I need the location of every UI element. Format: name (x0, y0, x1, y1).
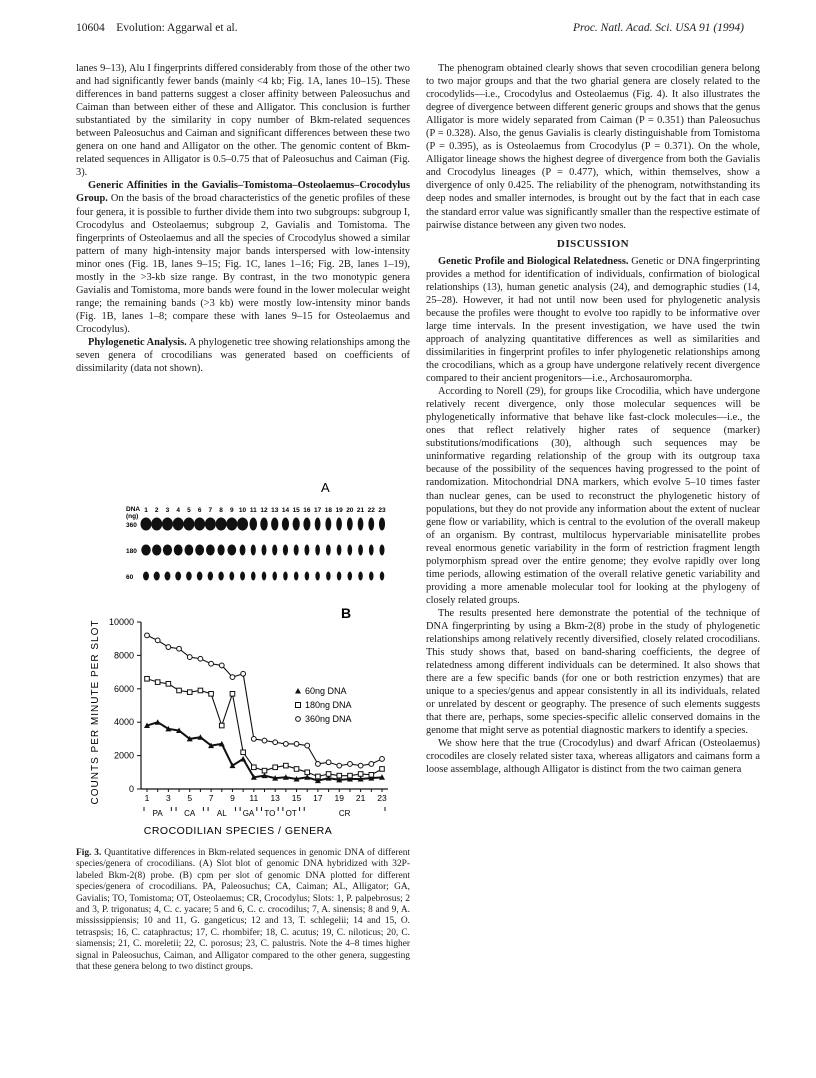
data-point-circle (283, 742, 288, 747)
blot-band (380, 545, 385, 556)
x-tick-label: 3 (165, 793, 171, 803)
blot-band (173, 518, 184, 531)
chart-legend (295, 686, 352, 724)
blot-band (197, 572, 203, 581)
slot-number: 5 (187, 507, 191, 514)
blot-band (380, 572, 385, 581)
x-tick-label: 9 (230, 793, 235, 803)
blot-band (283, 572, 288, 581)
row-label-60: 60 (126, 574, 134, 581)
data-point-square (369, 773, 374, 778)
data-point-square (166, 681, 171, 686)
blot-band (185, 545, 194, 556)
blot-band (208, 572, 213, 581)
data-point-circle (337, 763, 342, 768)
blot-band (294, 545, 299, 556)
blot-band (315, 545, 320, 556)
data-point-square (316, 774, 321, 779)
blot-band (262, 572, 267, 581)
x-axis-label: CROCODILIAN SPECIES / GENERA (143, 825, 333, 837)
data-point-circle (316, 762, 321, 767)
data-point-square (273, 765, 278, 770)
page-number: 10604 (76, 22, 105, 34)
y-tick-label: 10000 (108, 617, 134, 627)
data-point-circle (380, 757, 385, 762)
blot-band (240, 572, 245, 581)
genus-axis (144, 807, 385, 818)
data-point-circle (230, 675, 235, 680)
slot-number: 12 (260, 507, 268, 514)
data-point-square (177, 688, 182, 693)
data-point-triangle (240, 756, 246, 762)
page-header-left (76, 22, 238, 34)
x-tick-label: 15 (291, 793, 302, 803)
blot-band (337, 572, 342, 581)
blot-band (143, 572, 149, 581)
data-point-circle (251, 737, 256, 742)
blot-band (251, 545, 256, 556)
blot-band (183, 518, 194, 531)
data-point-square (219, 723, 224, 728)
left-paragraph-1: lanes 9–13), Alu I fingerprints differed considerably from those of the other two and had significantly fewer bands (mainly <4 kb; Fig. 1A, lanes 10–15). These differences in band patterns suggest a closer affinity between Paleosuchus and Caiman than between either of these and Alligator. This conclusion is further substantiated by the similarity in copy number of Bkm-related sequences between Paleosuchus and Caiman and significant differences between these two genera on one hand and Alligator on the other. The genomic content of Bkm-related sequences in Alligator is 0.5–0.75 that of Paleosuchus and Caiman (Fig. 3). (76, 63, 410, 179)
legend-label: 360ng DNA (305, 714, 352, 724)
data-point-square (209, 692, 214, 697)
row-label-360: 360 (126, 522, 137, 529)
blot-band (358, 572, 363, 581)
blot-band (326, 572, 331, 581)
panel-b-label: B (341, 605, 352, 621)
slot-number: 19 (335, 507, 343, 514)
data-point-square (294, 767, 299, 772)
genus-label: CA (184, 809, 196, 818)
data-point-square (348, 773, 353, 778)
blot-band (326, 545, 331, 556)
y-tick-label: 6000 (113, 683, 134, 694)
blot-band (262, 545, 267, 556)
figure-3-graphic (76, 472, 410, 842)
data-point-circle (358, 763, 363, 768)
data-point-square (241, 750, 246, 755)
blot-band (186, 572, 192, 581)
data-point-circle (241, 671, 246, 676)
blot-band (162, 518, 173, 531)
left-paragraph-2 (76, 179, 410, 336)
data-point-circle (305, 743, 310, 748)
blot-band (358, 518, 364, 531)
slot-number: 1 (144, 507, 148, 514)
discussion-heading: DISCUSSION (556, 237, 630, 250)
data-point-square (284, 763, 289, 768)
blot-band (251, 572, 256, 581)
blot-band (293, 518, 300, 531)
data-point-circle (155, 638, 160, 643)
data-point-square (187, 690, 192, 695)
section-title: Evolution: Aggarwal et al. (116, 22, 238, 34)
blot-band (271, 518, 278, 531)
data-point-circle (262, 738, 267, 743)
data-point-circle (348, 762, 353, 767)
journal-citation: Proc. Natl. Acad. Sci. USA 91 (1994) (573, 22, 744, 34)
slot-number: 15 (292, 507, 300, 514)
slot-number: 9 (230, 507, 234, 514)
data-point-circle (219, 663, 224, 668)
y-tick-label: 2000 (113, 750, 134, 761)
blot-band (260, 518, 267, 531)
data-point-circle (326, 760, 331, 765)
row-label-180: 180 (126, 548, 137, 555)
blot-band (347, 545, 352, 556)
slot-number: 11 (249, 507, 257, 514)
blot-band (205, 518, 216, 531)
slot-number: 8 (219, 507, 223, 514)
data-point-square (230, 692, 235, 697)
slot-number: 20 (346, 507, 354, 514)
slot-number: 21 (356, 507, 365, 514)
genus-label: AL (216, 809, 227, 818)
data-point-circle (166, 645, 171, 650)
panel-a-label: A (321, 480, 330, 495)
blot-band (305, 572, 310, 581)
x-tick-label: 7 (208, 793, 214, 803)
data-point-circle (198, 656, 203, 661)
blot-band (240, 545, 246, 556)
slot-number: 13 (271, 507, 279, 514)
legend-marker-square (296, 703, 301, 708)
data-point-circle (177, 646, 182, 651)
blot-band (227, 545, 236, 556)
slot-number: 3 (165, 507, 170, 514)
figure-3 (76, 472, 410, 842)
dna-label: DNA (126, 506, 141, 513)
slot-number: 4 (176, 507, 180, 514)
y-tick-label: 0 (128, 784, 134, 794)
caption-text: Quantitative differences in Bkm-related sequences in genomic DNA of different species/genera of crocodilians. (A) Slot blot of genomic DNA hybridized with 32P-labeled Bkm-2(8) probe. (B) cpm per slot of genomic DNA plotted for different species/genera of crocodilians. PA, Paleosuchus; CA, Caiman; AL, Alligator; GA, Gavialis; TO, Tomistoma; OT, Osteolaemus; CR, Crocodylus; Slots: 1, P. palpebrosus; 2 and 3, P. trigonatus; 4, C. c. yacare; 5 and 6, C. c. crocodilus; 7, A. sinensis; 8 and 9, A. mississippiensis; 10 and 11, G. gangeticus; 12 and 13, T. schlegelii; 14 and 15, O. tetraspsis; 16, C. cataphractus; 17, C. rhombifer; 18, C. acutus; 19, C. niloticus; 20, C. siamensis; 21, C. moreletii; 22, C. porosus; 23, C. palustris. Note the 4–8 times higher signal in Paleosuchus, Caiman, and Alligator compared to the other genera, suggesting that these genera belong to two distinct groups. (76, 848, 410, 973)
slot-number: 17 (314, 507, 322, 514)
genus-label: TO (264, 809, 276, 818)
blot-band (358, 545, 363, 556)
genus-label: PA (152, 809, 163, 818)
x-tick-label: 1 (144, 793, 150, 803)
x-tick-label: 21 (355, 793, 366, 803)
blot-band (379, 518, 385, 531)
legend-marker-triangle (295, 688, 301, 694)
blot-band (325, 518, 331, 531)
data-point-square (358, 772, 363, 777)
blot-band (336, 518, 342, 531)
paragraph-text: A phylogenetic tree showing relationships among the seven genera of crocodilians was generated based on coefficients of dissimilarity (data not shown). (76, 336, 410, 375)
data-point-square (305, 770, 310, 775)
data-point-square (145, 676, 150, 681)
blot-band (141, 545, 150, 556)
blot-band (218, 572, 223, 581)
legend-marker-circle (296, 717, 301, 722)
blot-band (141, 518, 152, 531)
data-point-circle (273, 740, 278, 745)
blot-band (164, 572, 170, 581)
right-paragraph-1: The phenogram obtained clearly shows that seven crocodilian genera belong to two major groups and that the two gharial genera are closely related to the crocodylids—i.e., Crocodylus and Osteolaemus (Fig. 4). It also illustrates the degree of divergence between different generic groups and shows that the genus Alligator is more widely separated from Caiman (P = 0.351) than Paleosuchus (P = 0.328). Also, the genus Gavialis is clearly distinguishable from Tomistoma (P = 0.395), as is Osteolaemus from Crocodylus (P = 0.371). On the whole, Alligator lineage shows the highest degree of divergence from both the Gavialis and Crocodylus lineages (P = 0.477), which, within themselves, show a divergence of only 0.425. The reliability of the phenogram, notwithstanding its deep nodes and smaller internodes, is brought out by the fact that in each case the standard error value was significantly smaller than the respective estimate of pairwise distance between any given two nodes. (426, 63, 760, 231)
blot-band (226, 518, 237, 531)
x-tick-label: 17 (313, 793, 323, 803)
blot-band (237, 518, 248, 531)
blot-band (348, 572, 353, 581)
slot-number: 22 (367, 507, 375, 514)
genus-label: GA (242, 809, 255, 818)
blot-band (152, 545, 161, 556)
x-tick-label: 5 (187, 793, 193, 803)
slot-number: 2 (154, 507, 159, 514)
legend-label: 180ng DNA (305, 700, 352, 710)
y-axis-label: COUNTS PER MINUTE PER SLOT (90, 619, 101, 805)
blot-band (272, 545, 277, 556)
blot-band (163, 545, 172, 556)
data-point-square (198, 688, 203, 693)
blot-band (368, 518, 374, 531)
blot-band (303, 518, 310, 531)
blot-band (151, 518, 162, 531)
x-tick-label: 11 (249, 793, 259, 803)
slot-blot-bands (141, 518, 386, 581)
subsection-heading: Phylogenetic Analysis. (88, 336, 187, 348)
x-tick-label: 23 (377, 793, 387, 803)
y-tick-label: 8000 (113, 650, 134, 661)
slot-number: 23 (378, 507, 386, 514)
left-paragraph-3 (76, 336, 410, 375)
data-point-circle (209, 661, 214, 666)
blot-band (229, 572, 234, 581)
data-point-square (262, 768, 267, 773)
ng-label: (ng) (126, 513, 139, 520)
right-paragraph-3: According to Norell (29), for groups like Crocodilia, which have undergone relatively recent divergence, only those molecular sequences will be phylogenetically informative that behave like fast-clock molecules—i.e., the ones that reflect relatively higher rates of sequence (marker) substitutions/modifications (30), although such sequences may be uninformative regarding relationship of the group with its outgroup taxa because of the possibility of the sequences having progressed to the point of randomization. Mitochondrial DNA markers, which evolve 5–10 times faster than nuclear genes, can be used to reconstruct the phylogenetic history of populations, but they do not provide any information about the extent of nuclear gene flow or variability, which is central to the evolution of the overall makeup of an organism. By contrast, multilocus hypervariable minisatellite probes reveal enormous genetic variability in the form of restriction fragment length polymorphism spread over the entire genome; they evolve rapidly over long time periods, allowing estimation of the overall relative genetic variability and providing a more amenable molecular tool for looking at the phylogeny of closely related groups. (426, 386, 760, 606)
data-point-square (380, 767, 385, 772)
x-tick-label: 19 (334, 793, 345, 803)
right-paragraph-4: The results presented here demonstrate the potential of the technique of DNA fingerprinting by using a Bkm-2(8) probe in the study of phylogenetic relationships among relatively recently diversified, closely related crocodilians. This study shows that, based on band-sharing coefficients, the degree of relatedness among different individuals can be determined. It also shows that there are a few specific bands (for one or both restriction enzymes) that are unique to a species/genus and appear consistently in all its individuals, related or unrelated by descent or geography. The presence of such elements suggests that there are, perhaps, some species-specific allelic conserved domains in the genome that might serve as potential diagnostic markers to identify a species. (426, 607, 760, 737)
blot-band (174, 545, 183, 556)
caption-label: Fig. 3. (76, 848, 102, 858)
blot-band (294, 572, 299, 581)
slot-number: 16 (303, 507, 311, 514)
blot-band (369, 572, 374, 581)
genus-label: CR (338, 809, 351, 818)
legend-label: 60ng DNA (305, 686, 347, 696)
blot-band (283, 545, 288, 556)
slot-number: 18 (324, 507, 332, 514)
blot-band (194, 518, 205, 531)
right-paragraph-2 (426, 255, 760, 385)
data-point-circle (145, 633, 150, 638)
blot-band (282, 518, 289, 531)
slot-number: 10 (238, 507, 247, 514)
blot-band (216, 518, 227, 531)
slot-number: 6 (197, 507, 202, 514)
blot-band (250, 518, 258, 531)
subsection-heading: Generic Affinities in the Gavialis–Tomistoma–Osteolaemus–Crocodylus Group. (76, 180, 410, 205)
paragraph-text: On the basis of the broad characteristics of the genetic profiles of these four genera, it is possible to further divide them into two subgroups: subgroup I, Crocodylus and Osteolaemus; subgroup 2, Gavialis and Tomistoma. The fingerprints of Osteolaemus and all the species of Crocodylus showed a similar pattern of many high-intensity major bands interspersed with low-intensity minor ones (Fig. 1B, lanes 9–15; Fig. 1C, lanes 1–16; Fig. 2B, lanes 1–19), mostly in the >3-kb size range. By contrast, in the two monotypic genera Gavialis and Tomistoma, more bands were found in the lower molecular weight range; the remaining bands (>3 kb) were mostly low-intensity minor bands (Fig. 1B, lanes 1–8; compare these with lanes 9–15 for Osteolaemus and Crocodylus). (76, 193, 410, 335)
slot-number: 14 (281, 507, 290, 514)
blot-band (369, 545, 374, 556)
subsection-heading: Genetic Profile and Biological Relatedness. (438, 255, 629, 267)
blot-band (315, 572, 320, 581)
left-column (76, 62, 410, 375)
data-point-circle (187, 655, 192, 660)
blot-band (347, 518, 353, 531)
blot-band (206, 545, 215, 556)
y-tick-label: 4000 (113, 717, 134, 728)
blot-band (154, 572, 160, 581)
blot-band (218, 545, 225, 556)
genus-label: OT (285, 809, 297, 818)
blot-band (337, 545, 342, 556)
series-line-square (147, 679, 382, 777)
blot-band (195, 545, 204, 556)
x-tick-label: 13 (270, 793, 280, 803)
slot-number: 7 (208, 507, 213, 514)
data-point-square (252, 765, 257, 770)
slot-numbers (144, 507, 386, 514)
data-point-square (337, 773, 342, 778)
right-column (426, 62, 760, 777)
paragraph-text: Genetic or DNA fingerprinting provides a method for identification of individuals, confirmation of biological relationships (13), human genetic analysis (24), and demographic studies (14, 25–28). However, it had not until now been used for phylogenetic analysis because the profiles were thought to evolve too rapidly to be informative over large time intervals. In the present investigation, we have used the twin approach of analyzing quantitative differences as well as similarities and dissimilarities in fingerprint profiles to infer phylogenetic relationships among the crocodilians, which as a group have undergone relatively recent divergence compared to their ancient progenitors—i.e., Archosauromorpha. (426, 255, 760, 385)
figure-caption (76, 848, 410, 973)
right-paragraph-5: We show here that the true (Crocodylus) and dwarf African (Osteolaemus) crocodiles are closely related sister taxa, whereas alligators and caimans form a loose assemblage, although Alligator is distinct from the two caiman genera (426, 738, 760, 776)
data-point-circle (369, 762, 374, 767)
blot-band (272, 572, 277, 581)
blot-band (304, 545, 309, 556)
blot-band (175, 572, 181, 581)
data-point-square (155, 680, 160, 685)
data-point-circle (294, 742, 299, 747)
data-point-square (326, 772, 331, 777)
blot-band (315, 518, 321, 531)
